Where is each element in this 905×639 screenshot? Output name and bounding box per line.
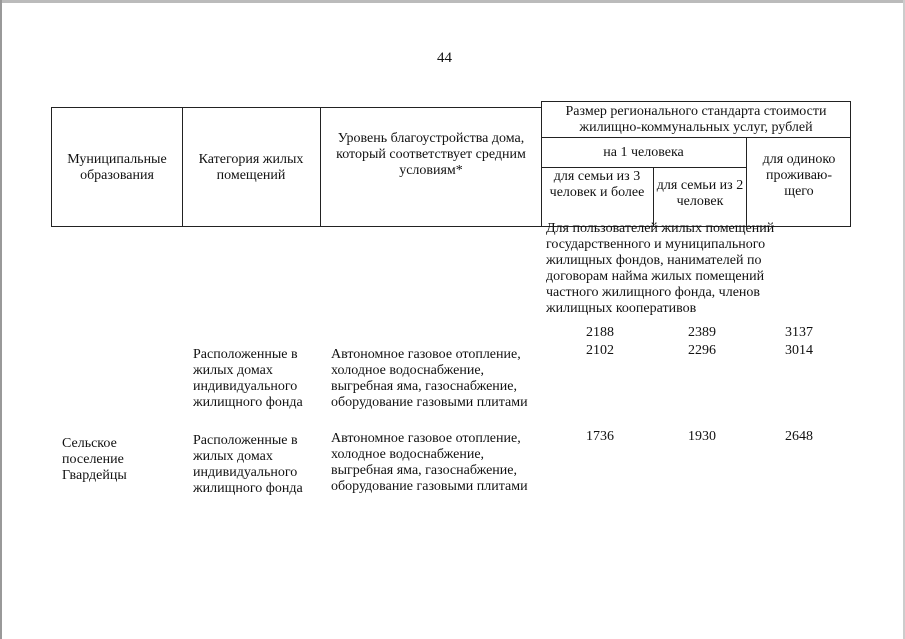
- header-family-2: для семьи из 2 человек: [656, 178, 744, 209]
- header-standard-size: Размер регионального стандарта стоимости жилищно-коммунальных услуг, рублей: [565, 104, 827, 135]
- header-family-3plus: для семьи из 3 человек и более: [549, 169, 645, 200]
- row-family-3plus: 1736: [586, 429, 614, 444]
- row-family-3plus: 2102: [586, 343, 614, 358]
- header-municipality: Муниципальные образования: [67, 152, 167, 183]
- scan-left-edge: [0, 0, 2, 639]
- value-family-2: 2389: [688, 325, 716, 340]
- header-per-person: на 1 человека: [603, 145, 684, 160]
- row-single: 3014: [785, 343, 813, 358]
- row-single: 2648: [785, 429, 813, 444]
- value-family-3plus: 2188: [586, 325, 614, 340]
- value-single: 3137: [785, 325, 813, 340]
- row-family-2: 2296: [688, 343, 716, 358]
- header-comfort-level: Уровень благоустройства дома, который соответствует средним условиям*: [336, 131, 526, 178]
- row-comfort: Автономное газовое отопление, холодное водоснабжение, выгребная яма, газоснабжение, оборудование газовыми плитами: [331, 347, 528, 410]
- row-category: Расположенные в жилых домах индивидуального жилищного фонда: [193, 347, 303, 410]
- row-municipality: Сельское поселение Гвардейцы: [62, 436, 127, 483]
- row-comfort: Автономное газовое отопление, холодное водоснабжение, выгребная яма, газоснабжение, оборудование газовыми плитами: [331, 431, 528, 494]
- scan-top-edge: [0, 0, 905, 3]
- header-single: для одиноко проживаю-щего: [762, 152, 836, 199]
- users-note: Для пользователей жилых помещений государственного и муниципального жилищных фондов, нанимателей по договорам найма жилых помещений частного жилищного фонда, членов жилищных кооперативов: [546, 221, 775, 316]
- row-family-2: 1930: [688, 429, 716, 444]
- row-category: Расположенные в жилых домах индивидуального жилищного фонда: [193, 433, 303, 496]
- header-category: Категория жилых помещений: [198, 152, 304, 183]
- page-number: 44: [437, 50, 452, 66]
